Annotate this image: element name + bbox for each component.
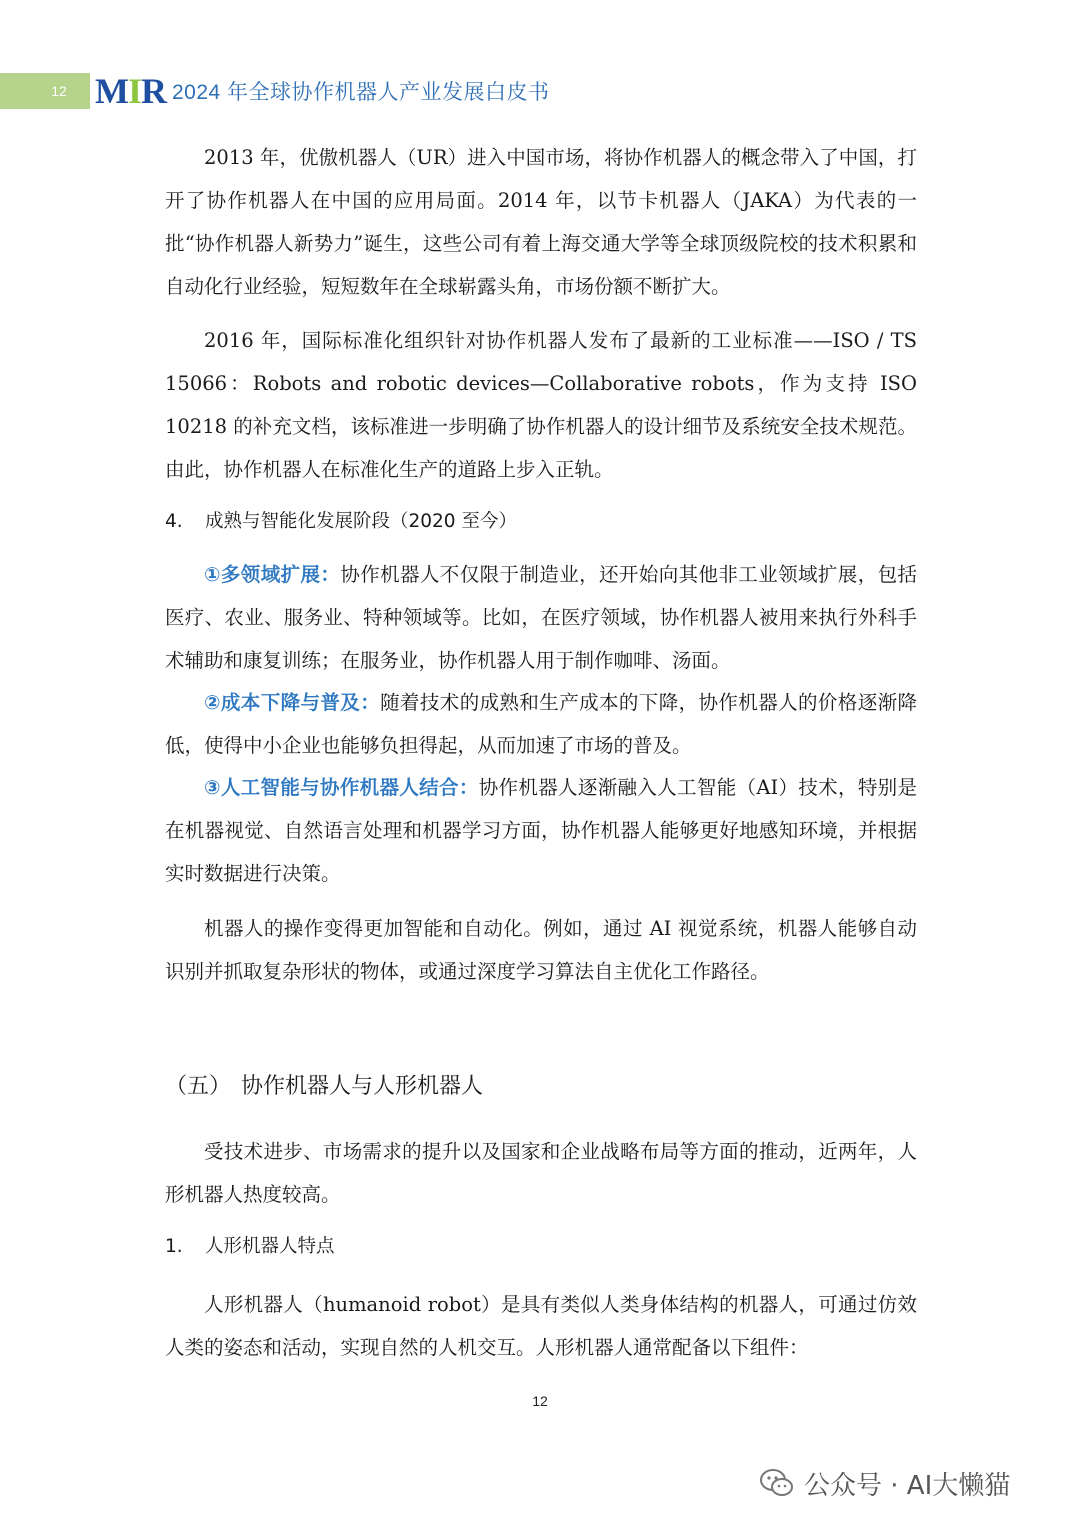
subheading-humanoid-features	[165, 1232, 335, 1262]
paragraph-iso-standard: 2016 年，国际标准化组织针对协作机器人发布了最新的工业标准——ISO / TS 15066：Robots and robotic devices—Collaborative robots，作为支持 ISO 10218 的补充文档，该标准进一步明确了协作机器人的设计细节及系统安全技术规范。由此，协作机器人在标准化生产的道路上步入正轨。	[165, 329, 917, 481]
paragraph-humanoid-definition: 人形机器人（humanoid robot）是具有类似人类身体结构的机器人，可通过仿效人类的姿态和活动，实现自然的人机交互。人形机器人通常配备以下组件：	[165, 1293, 917, 1359]
paragraph-ai-vision: 机器人的操作变得更加智能和自动化。例如，通过 AI 视觉系统，机器人能够自动识别并抓取复杂形状的物体，或通过深度学习算法自主优化工作路径。	[165, 917, 917, 983]
list-item-text: 随着技术的成熟和生产成本的下降，协作机器人的价格逐渐降低，使得中小企业也能够负担得起，从而加速了市场的普及。	[165, 691, 917, 757]
logo-letter-r: R	[141, 71, 166, 111]
section-number: （五）	[165, 1074, 232, 1099]
subheading-number: 1.	[165, 1236, 183, 1257]
subheading-text: 人形机器人特点	[205, 1236, 335, 1257]
page-number: 12	[532, 1393, 548, 1409]
paragraph-humanoid-trend: 受技术进步、市场需求的提升以及国家和企业战略布局等方面的推动，近两年，人形机器人热度较高。	[165, 1140, 917, 1206]
header-page-tab	[0, 73, 90, 109]
list-item-text: 协作机器人逐渐融入人工智能（AI）技术，特别是在机器视觉、自然语言处理和机器学习方面，协作机器人能够更好地感知环境，并根据实时数据进行决策。	[165, 776, 917, 885]
watermark	[760, 1463, 1010, 1503]
subheading-maturity-stage	[165, 507, 517, 537]
section-heading	[165, 1070, 483, 1104]
list-item-text: 协作机器人不仅限于制造业，还开始向其他非工业领域扩展，包括医疗、农业、服务业、特种领域等。比如，在医疗领域，协作机器人被用来执行外科手术辅助和康复训练；在服务业，协作机器人用于制作咖啡、汤面。	[165, 563, 917, 672]
header-page-number: 12	[51, 83, 67, 99]
list-item-label: ③人工智能与协作机器人结合：	[204, 776, 479, 799]
wechat-icon	[760, 1468, 794, 1498]
section-title: 协作机器人与人形机器人	[241, 1074, 484, 1099]
logo-letter-i: I	[127, 71, 141, 111]
list-item-label: ②成本下降与普及：	[204, 691, 381, 714]
list-item-ai-integration	[165, 766, 917, 895]
subheading-text: 成熟与智能化发展阶段（2020 至今）	[205, 511, 517, 532]
mir-logo	[95, 72, 166, 110]
document-title: 2024 年全球协作机器人产业发展白皮书	[172, 81, 550, 104]
list-item-multi-domain	[165, 553, 917, 682]
logo-letter-m: M	[95, 71, 128, 111]
list-item-cost-reduction	[165, 681, 917, 767]
paragraph-ur-entry: 2013 年，优傲机器人（UR）进入中国市场，将协作机器人的概念带入了中国，打开了协作机器人在中国的应用局面。2014 年，以节卡机器人（JAKA）为代表的一批“协作机器人新势力”诞生，这些公司有着上海交通大学等全球顶级院校的技术积累和自动化行业经验，短短数年在全球崭露头角，市场份额不断扩大。	[165, 146, 917, 298]
subheading-number: 4.	[165, 511, 183, 532]
watermark-text: 公众号 · AI大懒猫	[804, 1470, 1011, 1501]
list-item-label: ①多领域扩展：	[204, 563, 341, 586]
